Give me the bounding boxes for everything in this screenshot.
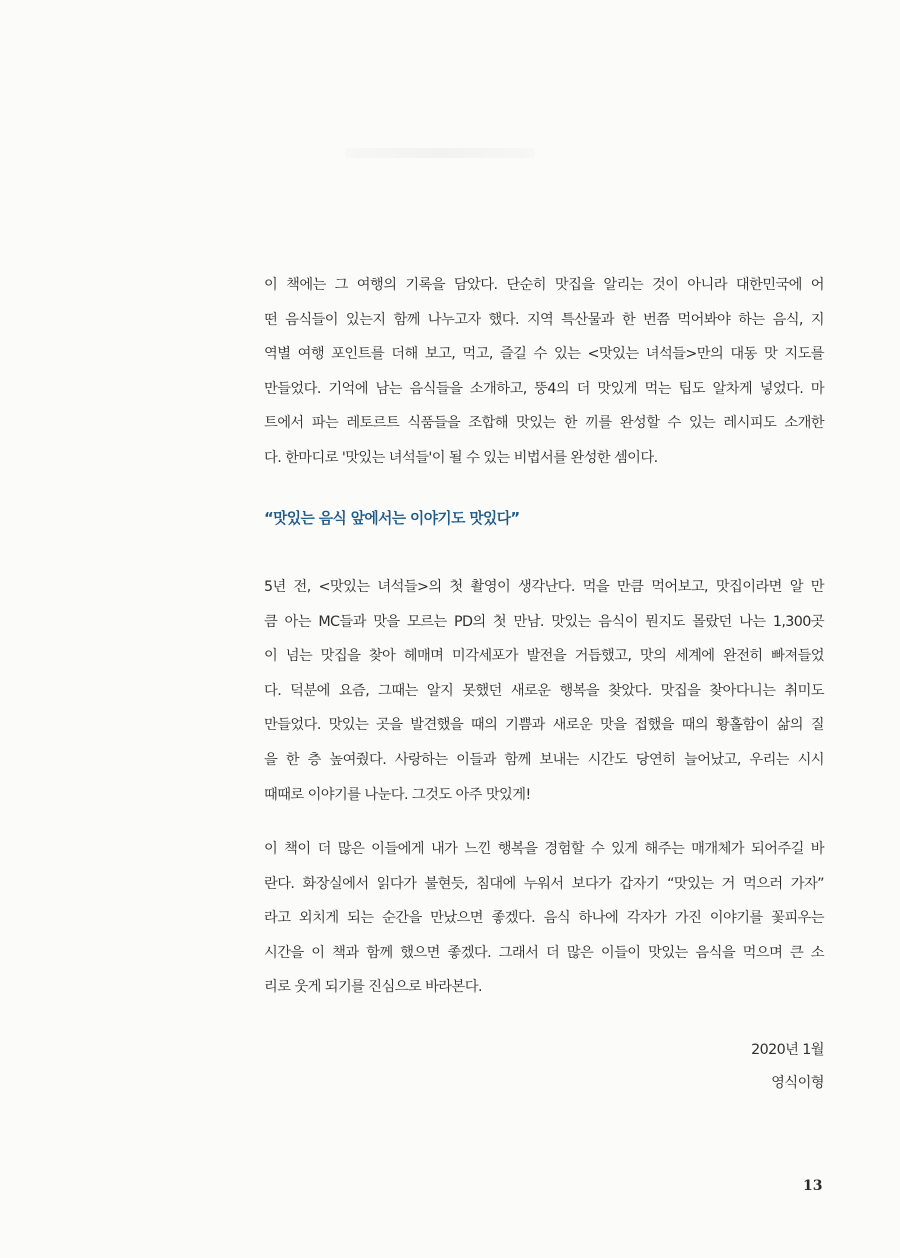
section-heading: “맛있는 음식 앞에서는 이야기도 맛있다” [264, 510, 520, 527]
paragraph-3-line: 라고 외치게 되는 순간을 만났으면 좋겠다. 음식 하나에 각자가 가진 이야기를 꽃피우는 [264, 910, 824, 927]
paragraph-2-line: 이 넘는 맛집을 찾아 헤매며 미각세포가 발전을 거듭했고, 맛의 세계에 완전히 빠져들었 [264, 648, 824, 665]
paragraph-1-line: 떤 음식들이 있는지 함께 나누고자 했다. 지역 특산물과 한 번쯤 먹어봐야 하는 음식, 지 [264, 311, 824, 328]
paragraph-3-line: 이 책이 더 많은 이들에게 내가 느낀 행복을 경험할 수 있게 해주는 매개체가 되어주길 바 [264, 841, 824, 857]
paragraph-3-line: 란다. 화장실에서 읽다가 불현듯, 침대에 누워서 보다가 갑자기 “맛있는 거 먹으러 가자” [264, 875, 824, 892]
paragraph-1 [264, 268, 824, 476]
page-number: 13 [803, 1178, 823, 1194]
paragraph-2-line: 만들었다. 맛있는 곳을 발견했을 때의 기쁨과 새로운 맛을 접했을 때의 황홀함이 삶의 질 [264, 717, 824, 734]
paragraph-2-line: 때때로 이야기를 나눈다. 그것도 아주 맛있게! [264, 786, 531, 803]
paragraph-2-line: 5년 전, <맛있는 녀석들>의 첫 촬영이 생각난다. 먹을 만큼 먹어보고, 맛집이라면 알 만 [264, 579, 824, 595]
paragraph-3-line: 리로 웃게 되기를 진심으로 바라본다. [264, 979, 482, 996]
signature-author: 영식이형 [771, 1075, 824, 1091]
paragraph-2-line: 을 한 층 높여줬다. 사랑하는 이들과 함께 보내는 시간도 당연히 늘어났고, 우리는 시시 [264, 751, 824, 768]
paragraph-2-line: 다. 덕분에 요즘, 그때는 알지 못했던 새로운 행복을 찾았다. 맛집을 찾아다니는 취미도 [264, 682, 824, 699]
paragraph-2-line: 큼 아는 MC들과 맛을 모르는 PD의 첫 만남. 맛있는 음식이 뭔지도 몰랐던 나는 1,300곳 [264, 613, 824, 630]
signature-date: 2020년 1월 [751, 1042, 824, 1058]
paragraph-1-line: 만들었다. 기억에 남는 음식들을 소개하고, 뚱4의 더 맛있게 먹는 팁도 알차게 넣었다. 마 [264, 380, 824, 397]
paragraph-1-line: 다. 한마디로 '맛있는 녀석들'이 될 수 있는 비법서를 완성한 셈이다. [264, 449, 658, 466]
bleed-through-mark [345, 148, 535, 158]
paragraph-3-line: 시간을 이 책과 함께 했으면 좋겠다. 그래서 더 많은 이들이 맛있는 음식을 먹으며 큰 소 [264, 944, 824, 961]
paragraph-2 [264, 570, 824, 812]
paragraph-1-line: 역별 여행 포인트를 더해 보고, 먹고, 즐길 수 있는 <맛있는 녀석들>만의 대동 맛 지도를 [264, 346, 824, 363]
paragraph-1-line: 트에서 파는 레토르트 식품들을 조합해 맛있는 한 끼를 완성할 수 있는 레시피도 소개한 [264, 415, 824, 432]
paragraph-1-line: 이 책에는 그 여행의 기록을 담았다. 단순히 맛집을 알리는 것이 아니라 대한민국에 어 [264, 277, 824, 293]
paragraph-3 [264, 832, 824, 1005]
